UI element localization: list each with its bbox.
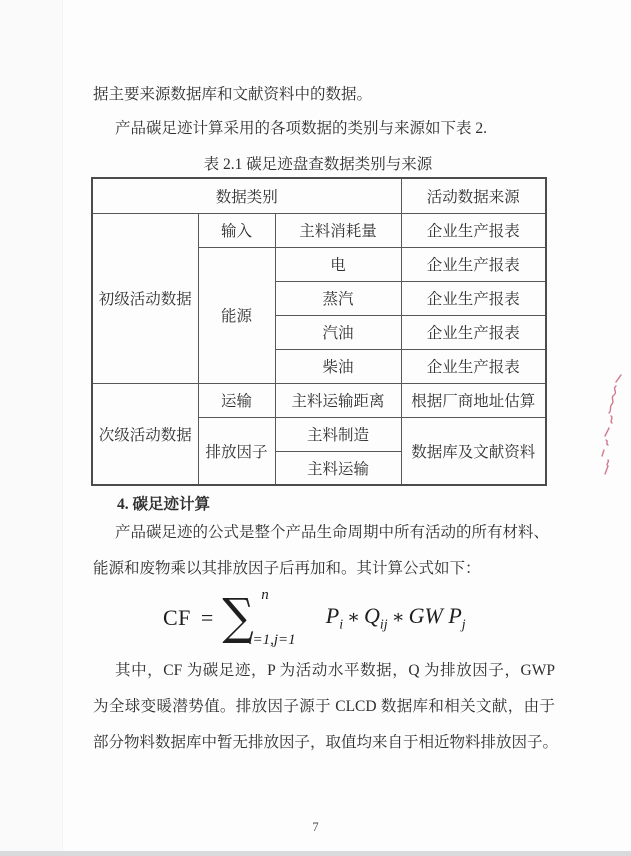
table-row bbox=[92, 383, 546, 417]
multiply-operator: ∗ bbox=[347, 606, 361, 628]
explain-line2: 为全球变暖潜势值。排放因子源于 CLCD 数据库和相关文献，由于 bbox=[93, 698, 555, 715]
cell-transport-distance: 主料运输距离 bbox=[275, 383, 401, 417]
term-p: P bbox=[325, 602, 340, 628]
carbon-footprint-formula bbox=[163, 588, 466, 648]
cell-main-manufacture: 主料制造 bbox=[275, 417, 401, 451]
term-p-sub: i bbox=[339, 617, 344, 633]
cell-transport: 运输 bbox=[198, 383, 275, 417]
cell-source-report: 企业生产报表 bbox=[401, 213, 546, 247]
section-heading: 4. 碳足迹计算 bbox=[117, 496, 211, 513]
cell-source-report: 企业生产报表 bbox=[401, 281, 546, 315]
handwriting-mark bbox=[599, 372, 627, 480]
multiply-operator: ∗ bbox=[391, 606, 405, 628]
term-q: Q bbox=[364, 602, 380, 628]
cell-source-report: 企业生产报表 bbox=[401, 247, 546, 281]
scan-edge-line bbox=[62, 0, 63, 856]
intro-paragraph: 据主要来源数据库和文献资料中的数据。 bbox=[93, 86, 373, 103]
cell-main-consumption: 主料消耗量 bbox=[275, 213, 401, 247]
data-source-table bbox=[91, 177, 547, 486]
cell-emission-factor: 排放因子 bbox=[198, 417, 275, 485]
cell-primary-activity: 初级活动数据 bbox=[92, 213, 198, 383]
table-intro-paragraph: 产品碳足迹计算采用的各项数据的类别与来源如下表 2. bbox=[115, 120, 488, 137]
cell-gasoline: 汽油 bbox=[275, 315, 401, 349]
table-caption: 表 2.1 碳足迹盘查数据类别与来源 bbox=[203, 156, 433, 173]
footer-scan-band bbox=[0, 851, 631, 856]
cell-electricity: 电 bbox=[275, 247, 401, 281]
formula-lhs: CF bbox=[163, 605, 191, 630]
header-cell-source: 活动数据来源 bbox=[401, 178, 546, 213]
explain-line3: 部分物料数据库中暂无排放因子，取值均来自于相近物料排放因子。 bbox=[93, 734, 559, 751]
table-row bbox=[92, 213, 546, 247]
sum-lower-limit: i=1,j=1 bbox=[248, 632, 296, 648]
cell-energy: 能源 bbox=[198, 247, 275, 383]
cell-source-address: 根据厂商地址估算 bbox=[401, 383, 546, 417]
term-gwp-sub: j bbox=[461, 617, 466, 633]
table-header-row bbox=[92, 178, 546, 213]
formula-summation bbox=[222, 587, 296, 648]
formula-intro-line1: 产品碳足迹的公式是整个产品生命周期中所有活动的所有材料、 bbox=[115, 524, 550, 541]
sigma-symbol: ∑ bbox=[222, 588, 254, 646]
cell-source-database: 数据库及文献资料 bbox=[401, 417, 546, 485]
explain-line1: 其中，CF 为碳足迹，P 为活动水平数据，Q 为排放因子，GWP bbox=[115, 662, 555, 679]
formula-intro-line2: 能源和废物乘以其排放因子后再加和。其计算公式如下： bbox=[93, 560, 481, 577]
cell-source-report: 企业生产报表 bbox=[401, 349, 546, 383]
sum-upper-limit: n bbox=[261, 587, 269, 603]
cell-input: 输入 bbox=[198, 213, 275, 247]
term-gwp: GW P bbox=[408, 602, 462, 628]
term-q-sub: ij bbox=[379, 617, 388, 633]
cell-source-report: 企业生产报表 bbox=[401, 315, 546, 349]
cell-secondary-activity: 次级活动数据 bbox=[92, 383, 198, 485]
formula-expression bbox=[326, 603, 466, 633]
cell-main-transport: 主料运输 bbox=[275, 451, 401, 485]
page-number: 7 bbox=[312, 820, 319, 834]
cell-diesel: 柴油 bbox=[275, 349, 401, 383]
cell-steam: 蒸汽 bbox=[275, 281, 401, 315]
formula-equals: = bbox=[200, 605, 214, 630]
header-cell-category: 数据类别 bbox=[92, 178, 401, 213]
scan-shading bbox=[0, 0, 62, 856]
